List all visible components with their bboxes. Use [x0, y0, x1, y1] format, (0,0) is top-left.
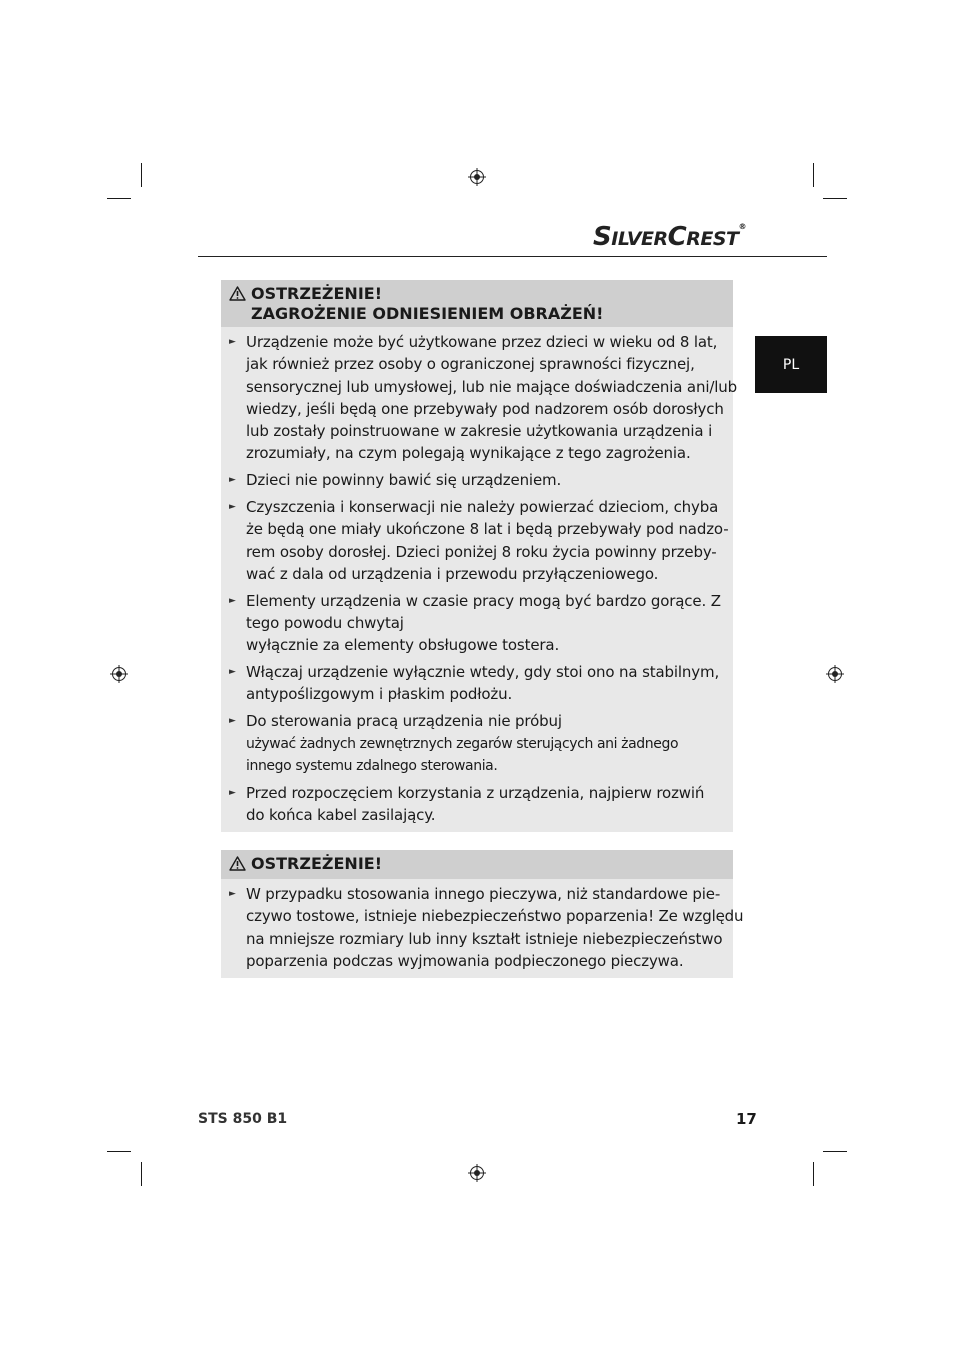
- warning-triangle-icon: [229, 284, 251, 324]
- warning-triangle-icon: [229, 854, 251, 876]
- text-line: sensorycznej lub umysłowej, lub nie mające doświadczenia ani/lub: [246, 377, 737, 396]
- text-line: używać żadnych zewnętrznych zegarów sterujących ani żadnego: [246, 735, 679, 752]
- crop-mark: [823, 1151, 847, 1152]
- bullet-arrow-icon: ►: [229, 716, 236, 727]
- list-item: [227, 469, 727, 491]
- crop-mark: [141, 1162, 142, 1186]
- text-line: Przed rozpoczęciem korzystania z urządzenia, najpierw rozwiń: [246, 783, 705, 802]
- text-line: Włączaj urządzenie wyłącznie wtedy, gdy stoi ono na stabilnym,: [246, 663, 720, 682]
- model-number: STS 850 B1: [198, 1111, 288, 1127]
- crop-mark: [107, 1151, 131, 1152]
- text-line: jak również przez osoby o ograniczonej sprawności fizycznej,: [246, 355, 695, 374]
- text-line: antypoślizgowym i płaskim podłożu.: [246, 685, 513, 704]
- crop-mark: [823, 198, 847, 199]
- text-line: lub zostały poinstruowane w zakresie użytkowania urządzenia i: [246, 422, 713, 441]
- registration-mark-icon: [468, 1164, 486, 1182]
- warning-header: [221, 850, 733, 879]
- text-line: poparzenia podczas wyjmowania podpieczonego pieczywa.: [246, 951, 684, 970]
- registration-mark-icon: [826, 665, 844, 683]
- warning-subtitle: ZAGROŻENIE ODNIESIENIEM OBRAŻEŃ!: [251, 304, 604, 323]
- text-line: Do sterowania pracą urządzenia nie próbuj: [246, 712, 562, 731]
- page-number: 17: [736, 1110, 757, 1128]
- text-line: innego systemu zdalnego sterowania.: [246, 757, 498, 774]
- warning-header: [221, 280, 733, 327]
- bullet-arrow-icon: ►: [229, 667, 236, 678]
- registration-mark-icon: [468, 168, 486, 186]
- list-item: [227, 496, 727, 585]
- text-line: do końca kabel zasilający.: [246, 805, 436, 824]
- warning-box-burn: [221, 850, 744, 978]
- bullet-arrow-icon: ►: [229, 502, 236, 513]
- header-divider: [198, 256, 827, 257]
- text-line: Elementy urządzenia w czasie pracy mogą być bardzo gorące. Z: [246, 591, 721, 610]
- crop-mark: [813, 1162, 814, 1186]
- text-line: że będą one miały ukończone 8 lat i będą przebywały pod nadzo-: [246, 520, 729, 539]
- text-line: Czyszczenia i konserwacji nie należy powierzać dzieciom, chyba: [246, 498, 719, 517]
- list-item: [227, 331, 737, 465]
- bullet-arrow-icon: ►: [229, 595, 236, 606]
- list-item: [227, 710, 727, 777]
- brand-text: ILVER: [611, 228, 668, 250]
- text-line: wać z dala od urządzenia i przewodu przyłączeniowego.: [246, 564, 659, 583]
- list-item: [227, 782, 727, 827]
- text-line: wiedzy, jeśli będą one przebywały pod nadzorem osób dorosłych: [246, 399, 724, 418]
- brand-letter: C: [667, 222, 687, 252]
- warning-list: [221, 327, 737, 832]
- text-line: wyłącznie za elementy obsługowe tostera.: [246, 636, 560, 655]
- crop-mark: [107, 198, 131, 199]
- text-line: czywo tostowe, istnieje niebezpieczeństwo poparzenia! Ze względu: [246, 907, 744, 926]
- warning-title: OSTRZEŻENIE!: [251, 284, 382, 303]
- brand-letter: S: [593, 222, 612, 252]
- language-tab: [755, 336, 827, 393]
- list-item: [227, 590, 727, 657]
- brand-logo: [593, 222, 746, 252]
- crop-mark: [813, 163, 814, 187]
- bullet-arrow-icon: ►: [229, 787, 236, 798]
- registration-mark-icon: [110, 665, 128, 683]
- bullet-arrow-icon: ►: [229, 475, 236, 486]
- warning-list: [221, 879, 744, 978]
- crop-mark: [141, 163, 142, 187]
- text-line: tego powodu chwytaj: [246, 614, 404, 633]
- language-tab-label: PL: [782, 356, 800, 373]
- text-line: W przypadku stosowania innego pieczywa, niż standardowe pie-: [246, 885, 721, 903]
- text-line: rem osoby dorosłej. Dzieci poniżej 8 roku życia powinny przeby-: [246, 542, 717, 561]
- text-line: na mniejsze rozmiary lub inny kształt istnieje niebezpieczeństwo: [246, 929, 723, 948]
- registered-mark: ®: [738, 222, 746, 231]
- bullet-arrow-icon: ►: [229, 889, 236, 899]
- list-item: [227, 883, 744, 972]
- bullet-arrow-icon: ►: [229, 337, 236, 347]
- text-line: Dzieci nie powinny bawić się urządzeniem.: [246, 471, 562, 490]
- warning-box-injury: [221, 280, 737, 832]
- list-item: [227, 661, 727, 706]
- text-line: zrozumiały, na czym polegają wynikające z tego zagrożenia.: [246, 444, 691, 463]
- warning-title: OSTRZEŻENIE!: [251, 854, 382, 873]
- text-line: Urządzenie może być użytkowane przez dzieci w wieku od 8 lat,: [246, 333, 718, 351]
- brand-text: REST: [686, 228, 739, 250]
